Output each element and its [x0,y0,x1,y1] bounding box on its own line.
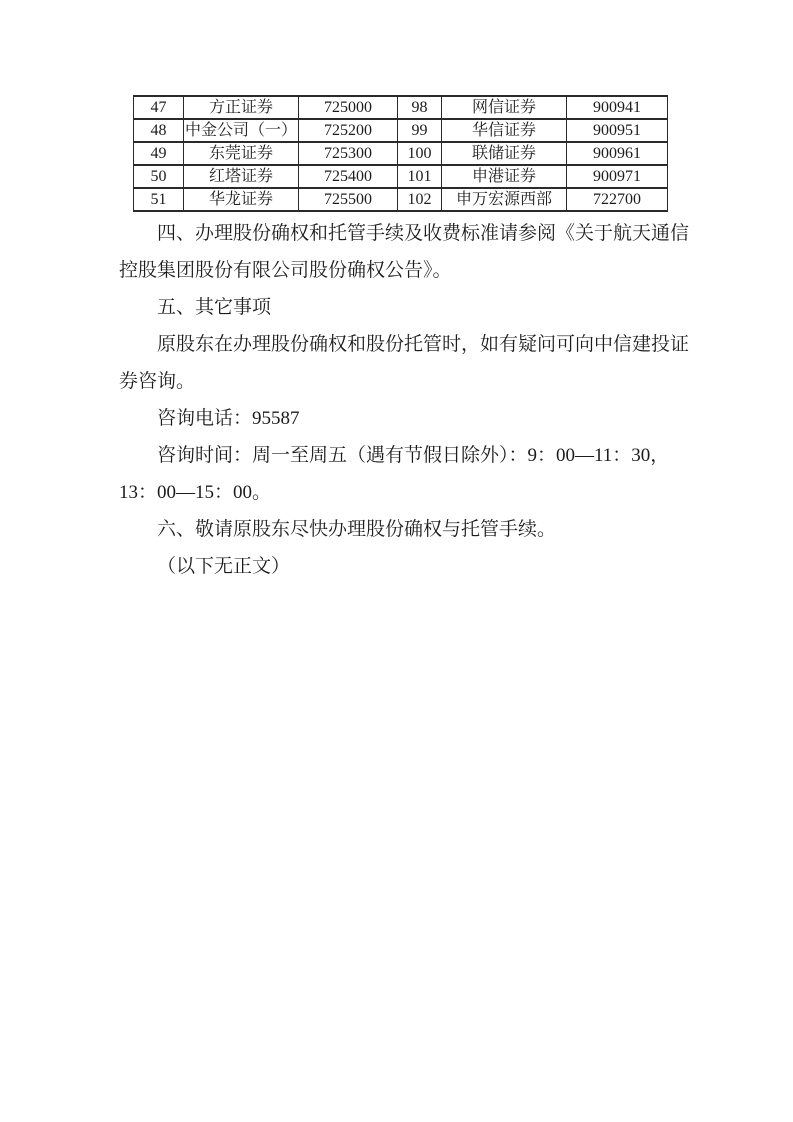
table-cell-serial-number: 49 [134,142,184,165]
table-cell-broker-name: 东莞证券 [184,142,299,165]
table-cell-broker-name: 华龙证券 [184,188,299,211]
table-cell-broker-name: 网信证券 [442,96,567,119]
table-row [134,119,668,142]
securities-table [133,95,668,212]
paragraph-closing-note-line: （以下无正文） [157,556,291,577]
table-cell-broker-name: 联储证券 [442,142,567,165]
table-cell-broker-name: 华信证券 [442,119,567,142]
table-row [134,188,668,211]
table-cell-seat-code: 900941 [567,96,668,119]
table-cell-serial-number: 50 [134,165,184,188]
table-cell-seat-code: 725200 [299,119,398,142]
table-cell-broker-name: 方正证券 [184,96,299,119]
table-cell-seat-code: 725500 [299,188,398,211]
table-cell-seat-code: 722700 [567,188,668,211]
table-cell-serial-number: 51 [134,188,184,211]
table-row [134,142,668,165]
table-cell-serial-number: 99 [398,119,442,142]
table-cell-serial-number: 98 [398,96,442,119]
paragraph-phone-line: 咨询电话：95587 [157,408,300,429]
securities-table-body [134,96,668,211]
table-cell-seat-code: 900971 [567,165,668,188]
table-cell-broker-name: 红塔证券 [184,165,299,188]
table-cell-serial-number: 47 [134,96,184,119]
paragraph-section-4-line: 控股集团股份有限公司股份确权公告》。 [119,260,452,281]
table-row [134,96,668,119]
paragraph-section-5-heading-line: 五、其它事项 [157,297,272,318]
table-cell-serial-number: 48 [134,119,184,142]
table-cell-broker-name: 申港证券 [442,165,567,188]
table-cell-broker-name: 申万宏源西部 [442,188,567,211]
paragraph-section-6-line: 六、敬请原股东尽快办理股份确权与托管手续。 [157,519,557,540]
paragraph-section-5-body-line: 原股东在办理股份确权和股份托管时，如有疑问可向中信建投证 [157,334,690,355]
paragraph-section-5-body-line: 券咨询。 [119,371,196,392]
table-cell-seat-code: 900961 [567,142,668,165]
paragraph-hours-line: 咨询时间：周一至周五（遇有节假日除外）：9：00—11：30， [157,445,670,466]
table-cell-serial-number: 101 [398,165,442,188]
table-cell-serial-number: 100 [398,142,442,165]
table-cell-seat-code: 725000 [299,96,398,119]
table-cell-seat-code: 725300 [299,142,398,165]
paragraph-hours-line: 13：00—15：00。 [119,482,272,503]
table-cell-broker-name: 中金公司（一） [184,119,299,142]
table-cell-serial-number: 102 [398,188,442,211]
table-cell-seat-code: 725400 [299,165,398,188]
table-row [134,165,668,188]
table-cell-seat-code: 900951 [567,119,668,142]
paragraph-section-4-line: 四、办理股份确权和托管手续及收费标准请参阅《关于航天通信 [157,223,690,244]
